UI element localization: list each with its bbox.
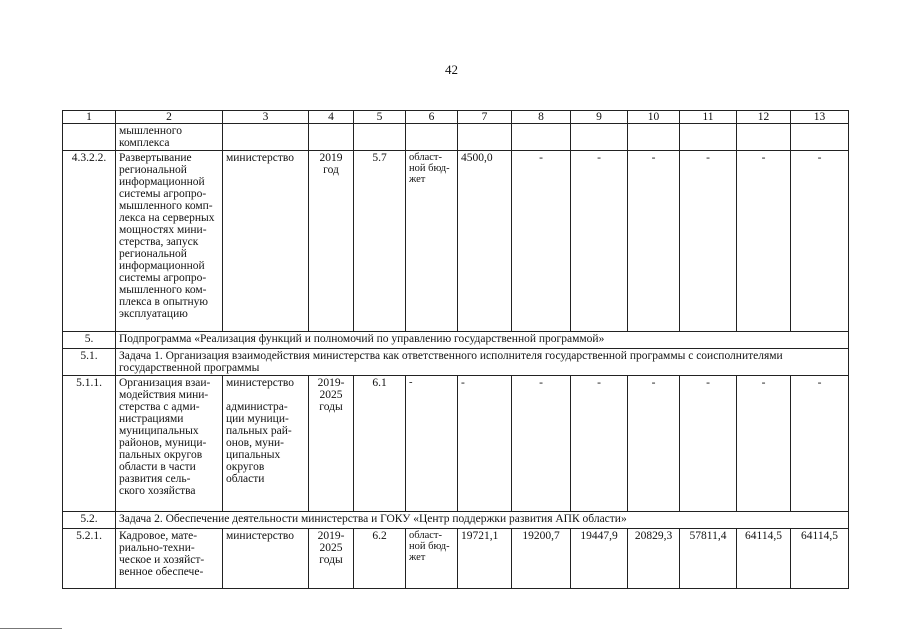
- table-cell: [406, 124, 458, 151]
- table-cell: 4500,0: [458, 151, 512, 332]
- table-cell: област- ной бюд- жет: [406, 151, 458, 332]
- table-cell: 6.2: [354, 529, 406, 589]
- table-cell: -: [680, 151, 737, 332]
- column-header: 1: [63, 111, 116, 124]
- table-cell: 2019- 2025 годы: [309, 529, 354, 589]
- table-cell: 6.1: [354, 376, 406, 512]
- column-header-row: [63, 111, 849, 124]
- table-row: [63, 124, 849, 151]
- table-cell: [309, 124, 354, 151]
- table-row: [63, 529, 849, 589]
- table-cell: министерство администра- ции муници- пальных рай- онов, муни- ципальных округов области: [223, 376, 309, 512]
- section-row: [63, 349, 849, 376]
- table-cell: 5.1.1.: [63, 376, 116, 512]
- table-cell: -: [791, 151, 849, 332]
- table-cell: 5.7: [354, 151, 406, 332]
- table-cell: -: [737, 376, 791, 512]
- column-header: 7: [458, 111, 512, 124]
- table-cell: 57811,4: [680, 529, 737, 589]
- section-number: 5.2.: [63, 512, 116, 529]
- table-cell: [791, 124, 849, 151]
- table-cell: [63, 124, 116, 151]
- table-cell: -: [571, 376, 628, 512]
- table-cell: 2019 год: [309, 151, 354, 332]
- column-header: 8: [512, 111, 571, 124]
- table-cell: 4.3.2.2.: [63, 151, 116, 332]
- section-title: Подпрограмма «Реализация функций и полномочий по управлению государственной программой»: [116, 332, 849, 349]
- column-header: 9: [571, 111, 628, 124]
- footnote-rule: [0, 628, 62, 629]
- table-cell: 19447,9: [571, 529, 628, 589]
- table-cell: -: [680, 376, 737, 512]
- table-cell: 19721,1: [458, 529, 512, 589]
- table-cell: [628, 124, 680, 151]
- table-cell: 5.2.1.: [63, 529, 116, 589]
- table-cell: [571, 124, 628, 151]
- column-header: 3: [223, 111, 309, 124]
- table-cell: -: [512, 376, 571, 512]
- table-cell: министерство: [223, 529, 309, 589]
- table-cell: [223, 124, 309, 151]
- column-header: 6: [406, 111, 458, 124]
- page-number: 42: [445, 62, 458, 77]
- section-row: [63, 332, 849, 349]
- table-cell: [512, 124, 571, 151]
- table-cell: -: [628, 151, 680, 332]
- table-cell: [354, 124, 406, 151]
- table-cell: министерство: [223, 151, 309, 332]
- table-cell: [680, 124, 737, 151]
- table-row: [63, 151, 849, 332]
- table-cell: -: [571, 151, 628, 332]
- column-header: 13: [791, 111, 849, 124]
- table-cell: -: [791, 376, 849, 512]
- table-body: [63, 111, 849, 589]
- table-cell: Развертывание региональной информационной системы агропро- мышленного комп- лекса на серверных мощностях мини- стерства, запуск региональной информационной системы агропро- мышленного ком- плекса в опытную эксплуатацию: [116, 151, 223, 332]
- table-row: [63, 376, 849, 512]
- table-cell: -: [737, 151, 791, 332]
- table-cell: 20829,3: [628, 529, 680, 589]
- column-header: 2: [116, 111, 223, 124]
- table-cell: Кадровое, мате- риально-техни- ческое и хозяйст- венное обеспече-: [116, 529, 223, 589]
- column-header: 10: [628, 111, 680, 124]
- column-header: 4: [309, 111, 354, 124]
- table-cell: мышленного комплекса: [116, 124, 223, 151]
- table-cell: 64114,5: [737, 529, 791, 589]
- column-header: 12: [737, 111, 791, 124]
- section-title: Задача 1. Организация взаимодействия министерства как ответственного исполнителя государственной программы с соисполнителями государственной программы: [116, 349, 849, 376]
- table-cell: -: [628, 376, 680, 512]
- program-table: [62, 110, 849, 589]
- section-row: [63, 512, 849, 529]
- table-cell: Организация взаи- модействия мини- стерства с адми- нистрациями муниципальных районов, муници- пальных округов области в части развития сель- ского хозяйства: [116, 376, 223, 512]
- table-cell: област- ной бюд- жет: [406, 529, 458, 589]
- table-cell: 19200,7: [512, 529, 571, 589]
- table-cell: 2019- 2025 годы: [309, 376, 354, 512]
- table-cell: [737, 124, 791, 151]
- section-number: 5.: [63, 332, 116, 349]
- column-header: 11: [680, 111, 737, 124]
- table-cell: 64114,5: [791, 529, 849, 589]
- table-cell: -: [458, 376, 512, 512]
- table-cell: [458, 124, 512, 151]
- table-cell: -: [512, 151, 571, 332]
- section-title: Задача 2. Обеспечение деятельности министерства и ГОКУ «Центр поддержки развития АПК области»: [116, 512, 849, 529]
- column-header: 5: [354, 111, 406, 124]
- table-cell: -: [406, 376, 458, 512]
- section-number: 5.1.: [63, 349, 116, 376]
